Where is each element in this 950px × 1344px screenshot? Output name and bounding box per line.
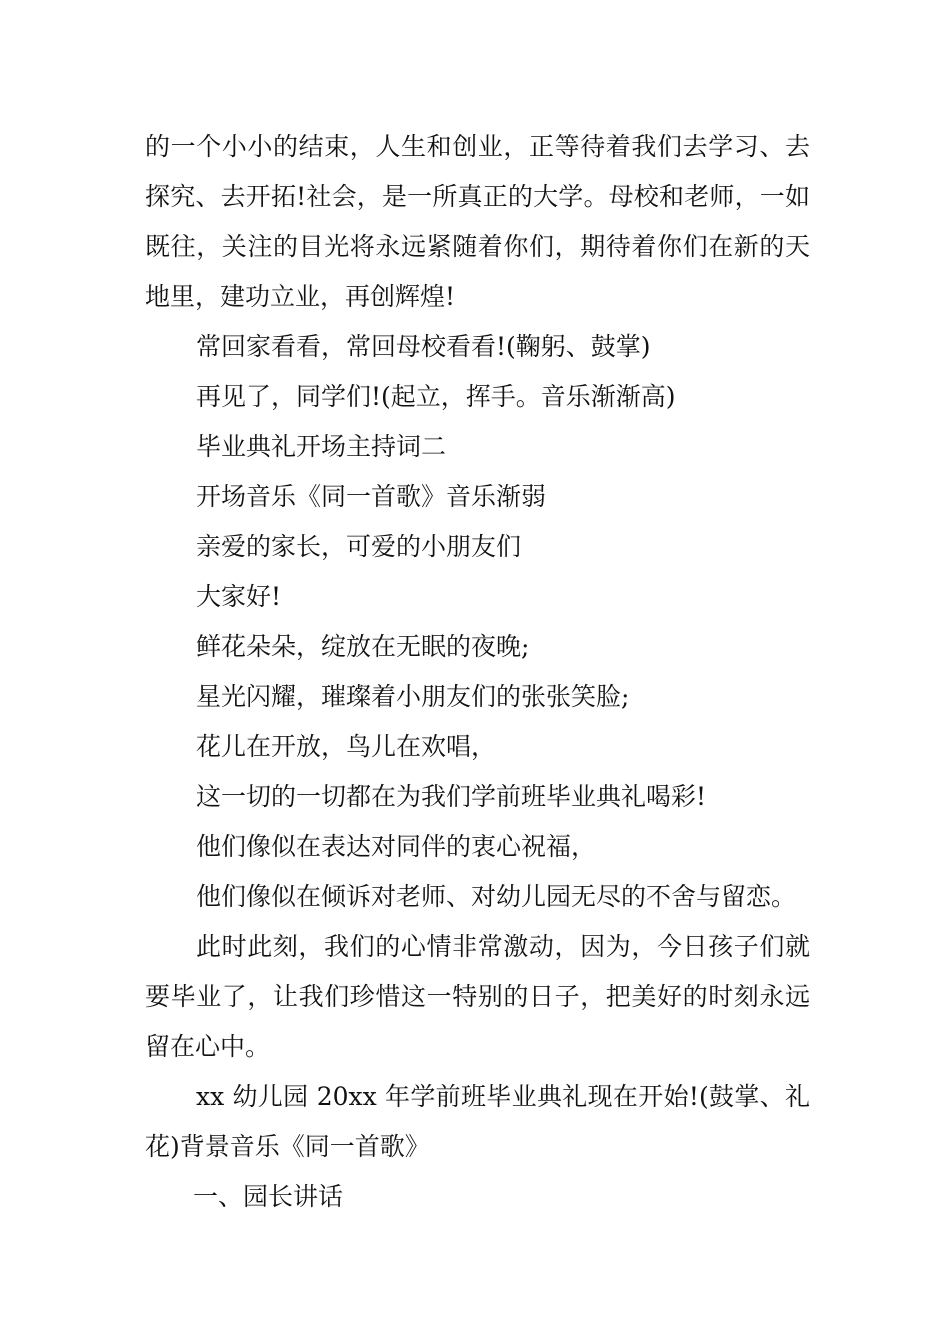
- paragraph-14: 此时此刻，我们的心情非常激动，因为，今日孩子们就要毕业了，让我们珍惜这一特别的日子，把美好的时刻永远留在心中。: [145, 932, 810, 1061]
- paragraph-3: 再见了，同学们!(起立，挥手。音乐渐渐高): [196, 382, 676, 411]
- document-body: [145, 122, 810, 1222]
- paragraph-13: 他们像似在倾诉对老师、对幼儿园无尽的不舍与留恋。: [196, 882, 797, 911]
- paragraph-10: 花儿在开放，鸟儿在欢唱，: [196, 732, 497, 761]
- paragraph-12: 他们像似在表达对同伴的衷心祝福，: [196, 832, 597, 861]
- paragraph-1: 的一个小小的结束，人生和创业，正等待着我们去学习、去探究、去开拓!社会，是一所真正的大学。母校和老师，一如既往，关注的目光将永远紧随着你们，期待着你们在新的天地里，建功立业，再创辉煌!: [145, 132, 810, 311]
- paragraph-8: 鲜花朵朵，绽放在无眠的夜晚;: [196, 632, 530, 661]
- paragraph-5: 开场音乐《同一首歌》音乐渐弱: [196, 482, 547, 511]
- paragraph-11: 这一切的一切都在为我们学前班毕业典礼喝彩!: [196, 782, 707, 811]
- paragraph-7: 大家好!: [196, 582, 282, 611]
- paragraph-15: xx 幼儿园 20xx 年学前班毕业典礼现在开始!(鼓掌、礼花)背景音乐《同一首歌》: [145, 1082, 810, 1161]
- section-heading: 毕业典礼开场主持词二: [196, 432, 447, 461]
- paragraph-2: 常回家看看，常回母校看看!(鞠躬、鼓掌): [196, 332, 651, 361]
- paragraph-9: 星光闪耀，璀璨着小朋友们的张张笑脸;: [196, 682, 630, 711]
- paragraph-16: 一、园长讲话: [193, 1182, 344, 1211]
- paragraph-6: 亲爱的家长，可爱的小朋友们: [196, 532, 522, 561]
